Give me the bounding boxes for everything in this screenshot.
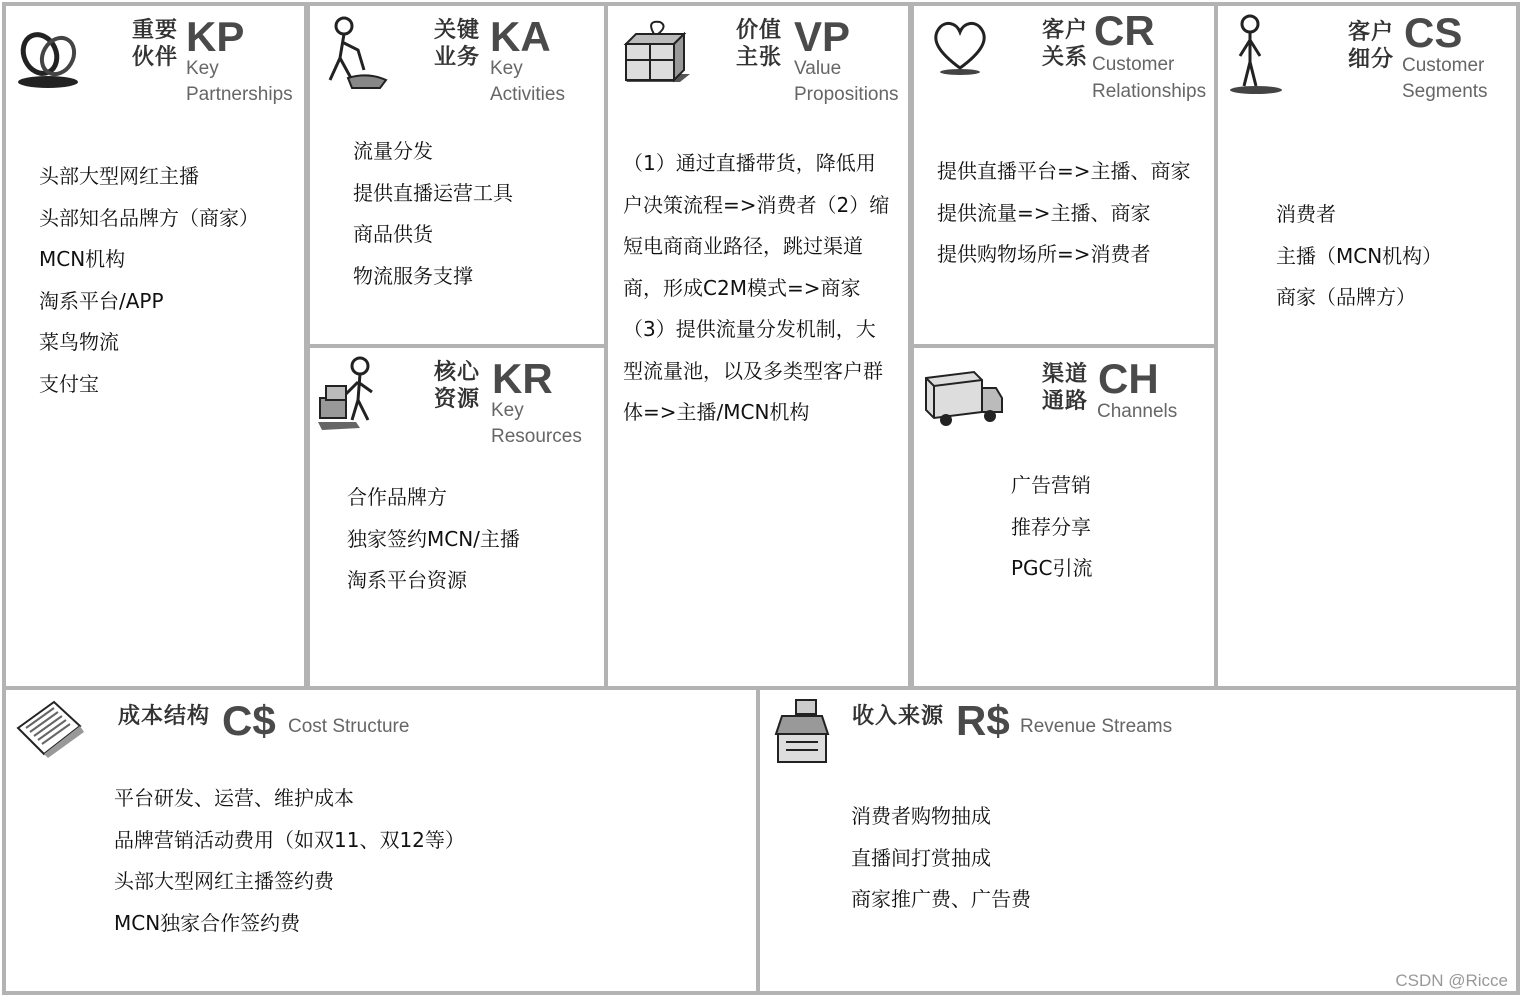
kr-zh-line1: 核心 <box>434 360 481 385</box>
heart-icon <box>928 16 992 78</box>
list-item: PGC引流 <box>1011 556 1093 580</box>
cost-en: Cost Structure <box>288 716 410 737</box>
list-item: 头部大型网红主播 <box>39 164 199 188</box>
kp-abbr: KP <box>186 13 245 60</box>
kr-abbr: KR <box>492 355 553 402</box>
kp-items <box>39 156 259 405</box>
cr-items <box>937 151 1191 276</box>
list-item: 商家推广费、广告费 <box>851 887 1031 911</box>
key-activities-block <box>306 2 608 348</box>
kr-en-line2: Resources <box>491 426 582 447</box>
ka-en-line2: Activities <box>490 84 565 105</box>
rev-en: Revenue Streams <box>1020 716 1173 737</box>
vp-zh-line2: 主张 <box>736 45 783 70</box>
ka-items <box>353 131 513 297</box>
list-item: 头部大型网红主播签约费 <box>114 869 334 893</box>
invoice-icon <box>14 698 88 760</box>
person-with-boxes-icon <box>316 354 392 434</box>
kr-items <box>347 477 520 602</box>
cost-zh: 成本结构 <box>118 704 211 729</box>
vp-abbr: VP <box>794 13 851 60</box>
rev-abbr: R$ <box>956 697 1010 744</box>
list-item: 淘系平台资源 <box>347 568 467 592</box>
list-item: 提供流量=>主播、商家 <box>937 200 1151 225</box>
cost-abbr: C$ <box>222 697 276 744</box>
customer-segments-block <box>1214 2 1520 690</box>
gift-box-icon <box>620 16 694 88</box>
list-item: 提供直播运营工具 <box>353 180 513 205</box>
kp-en-line1: Key <box>186 58 219 79</box>
kp-zh-line2: 伙伴 <box>132 45 179 70</box>
list-item: 头部知名品牌方（商家） <box>39 205 259 230</box>
vp-zh-line1: 价值 <box>736 18 783 43</box>
vp-description: （1）通过直播带货，降低用户决策流程=>消费者（2）缩短电商商业路径，跳过渠道商，形成C2M模式=>商家（3）提供流量分发机制，大型流量池，以及多类型客户群体=>主播/MCN机构 <box>623 151 890 424</box>
delivery-truck-icon <box>922 364 1004 430</box>
key-resources-block <box>306 344 608 690</box>
cr-zh-line1: 客户 <box>1042 18 1089 43</box>
cs-zh-line2: 细分 <box>1348 47 1395 72</box>
cs-items <box>1276 194 1442 319</box>
customer-relationships-block <box>910 2 1218 348</box>
cash-register-icon <box>772 694 834 768</box>
ka-zh-line1: 关键 <box>434 18 481 43</box>
cr-abbr: CR <box>1094 7 1155 54</box>
list-item: 品牌营销活动费用（如双11、双12等） <box>114 827 465 852</box>
list-item: 直播间打赏抽成 <box>851 845 991 870</box>
list-item: 提供购物场所=>消费者 <box>937 242 1151 266</box>
digging-person-icon <box>318 14 390 90</box>
ch-en-line1: Channels <box>1097 401 1178 422</box>
list-item: 消费者购物抽成 <box>851 804 991 828</box>
list-item: 流量分发 <box>353 139 433 163</box>
key-partnerships-block <box>2 2 308 690</box>
kp-en-line2: Partnerships <box>186 84 293 105</box>
kr-zh-line2: 资源 <box>434 387 481 412</box>
list-item: 合作品牌方 <box>347 485 447 509</box>
kp-zh-line1: 重要 <box>132 18 179 43</box>
rev-items <box>851 796 1031 921</box>
list-item: 推荐分享 <box>1011 514 1091 539</box>
cs-zh-line1: 客户 <box>1348 20 1395 45</box>
list-item: 主播（MCN机构） <box>1276 243 1443 268</box>
list-item: 独家签约MCN/主播 <box>347 526 520 551</box>
list-item: 消费者 <box>1276 202 1336 226</box>
list-item: 商家（品牌方） <box>1276 285 1416 309</box>
ch-abbr: CH <box>1098 355 1159 402</box>
list-item: 支付宝 <box>39 371 99 396</box>
list-item: 广告营销 <box>1011 473 1091 497</box>
ch-items <box>1011 465 1093 590</box>
channels-block <box>910 344 1218 690</box>
value-propositions-block <box>604 2 912 690</box>
list-item: MCN机构 <box>39 247 126 271</box>
list-item: 淘系平台/APP <box>39 288 164 313</box>
watermark: CSDN @Ricce <box>1395 971 1508 990</box>
cs-en-line1: Customer <box>1402 55 1485 76</box>
list-item: 菜鸟物流 <box>39 330 119 354</box>
cost-items <box>114 778 465 944</box>
revenue-streams-block <box>756 686 1520 995</box>
ch-zh-line1: 渠道 <box>1042 362 1089 387</box>
standing-person-icon <box>1226 12 1290 94</box>
cost-structure-block <box>2 686 762 995</box>
rings-icon <box>14 24 88 90</box>
kr-en-line1: Key <box>491 400 524 421</box>
vp-en-line2: Propositions <box>794 84 899 105</box>
list-item: 提供直播平台=>主播、商家 <box>937 159 1191 183</box>
ka-abbr: KA <box>490 13 551 60</box>
cr-en-line1: Customer <box>1092 54 1175 75</box>
ka-en-line1: Key <box>490 58 523 79</box>
ka-zh-line2: 业务 <box>434 45 481 70</box>
rev-zh: 收入来源 <box>852 704 945 729</box>
cs-en-line2: Segments <box>1402 81 1488 102</box>
vp-en-line1: Value <box>794 58 842 79</box>
cr-en-line2: Relationships <box>1092 81 1207 102</box>
list-item: 商品供货 <box>353 222 433 246</box>
list-item: 平台研发、运营、维护成本 <box>114 786 354 810</box>
list-item: MCN独家合作签约费 <box>114 910 301 935</box>
cs-abbr: CS <box>1404 9 1463 56</box>
list-item: 物流服务支撑 <box>353 263 473 288</box>
ch-zh-line2: 通路 <box>1042 389 1089 414</box>
cr-zh-line2: 关系 <box>1042 45 1089 70</box>
